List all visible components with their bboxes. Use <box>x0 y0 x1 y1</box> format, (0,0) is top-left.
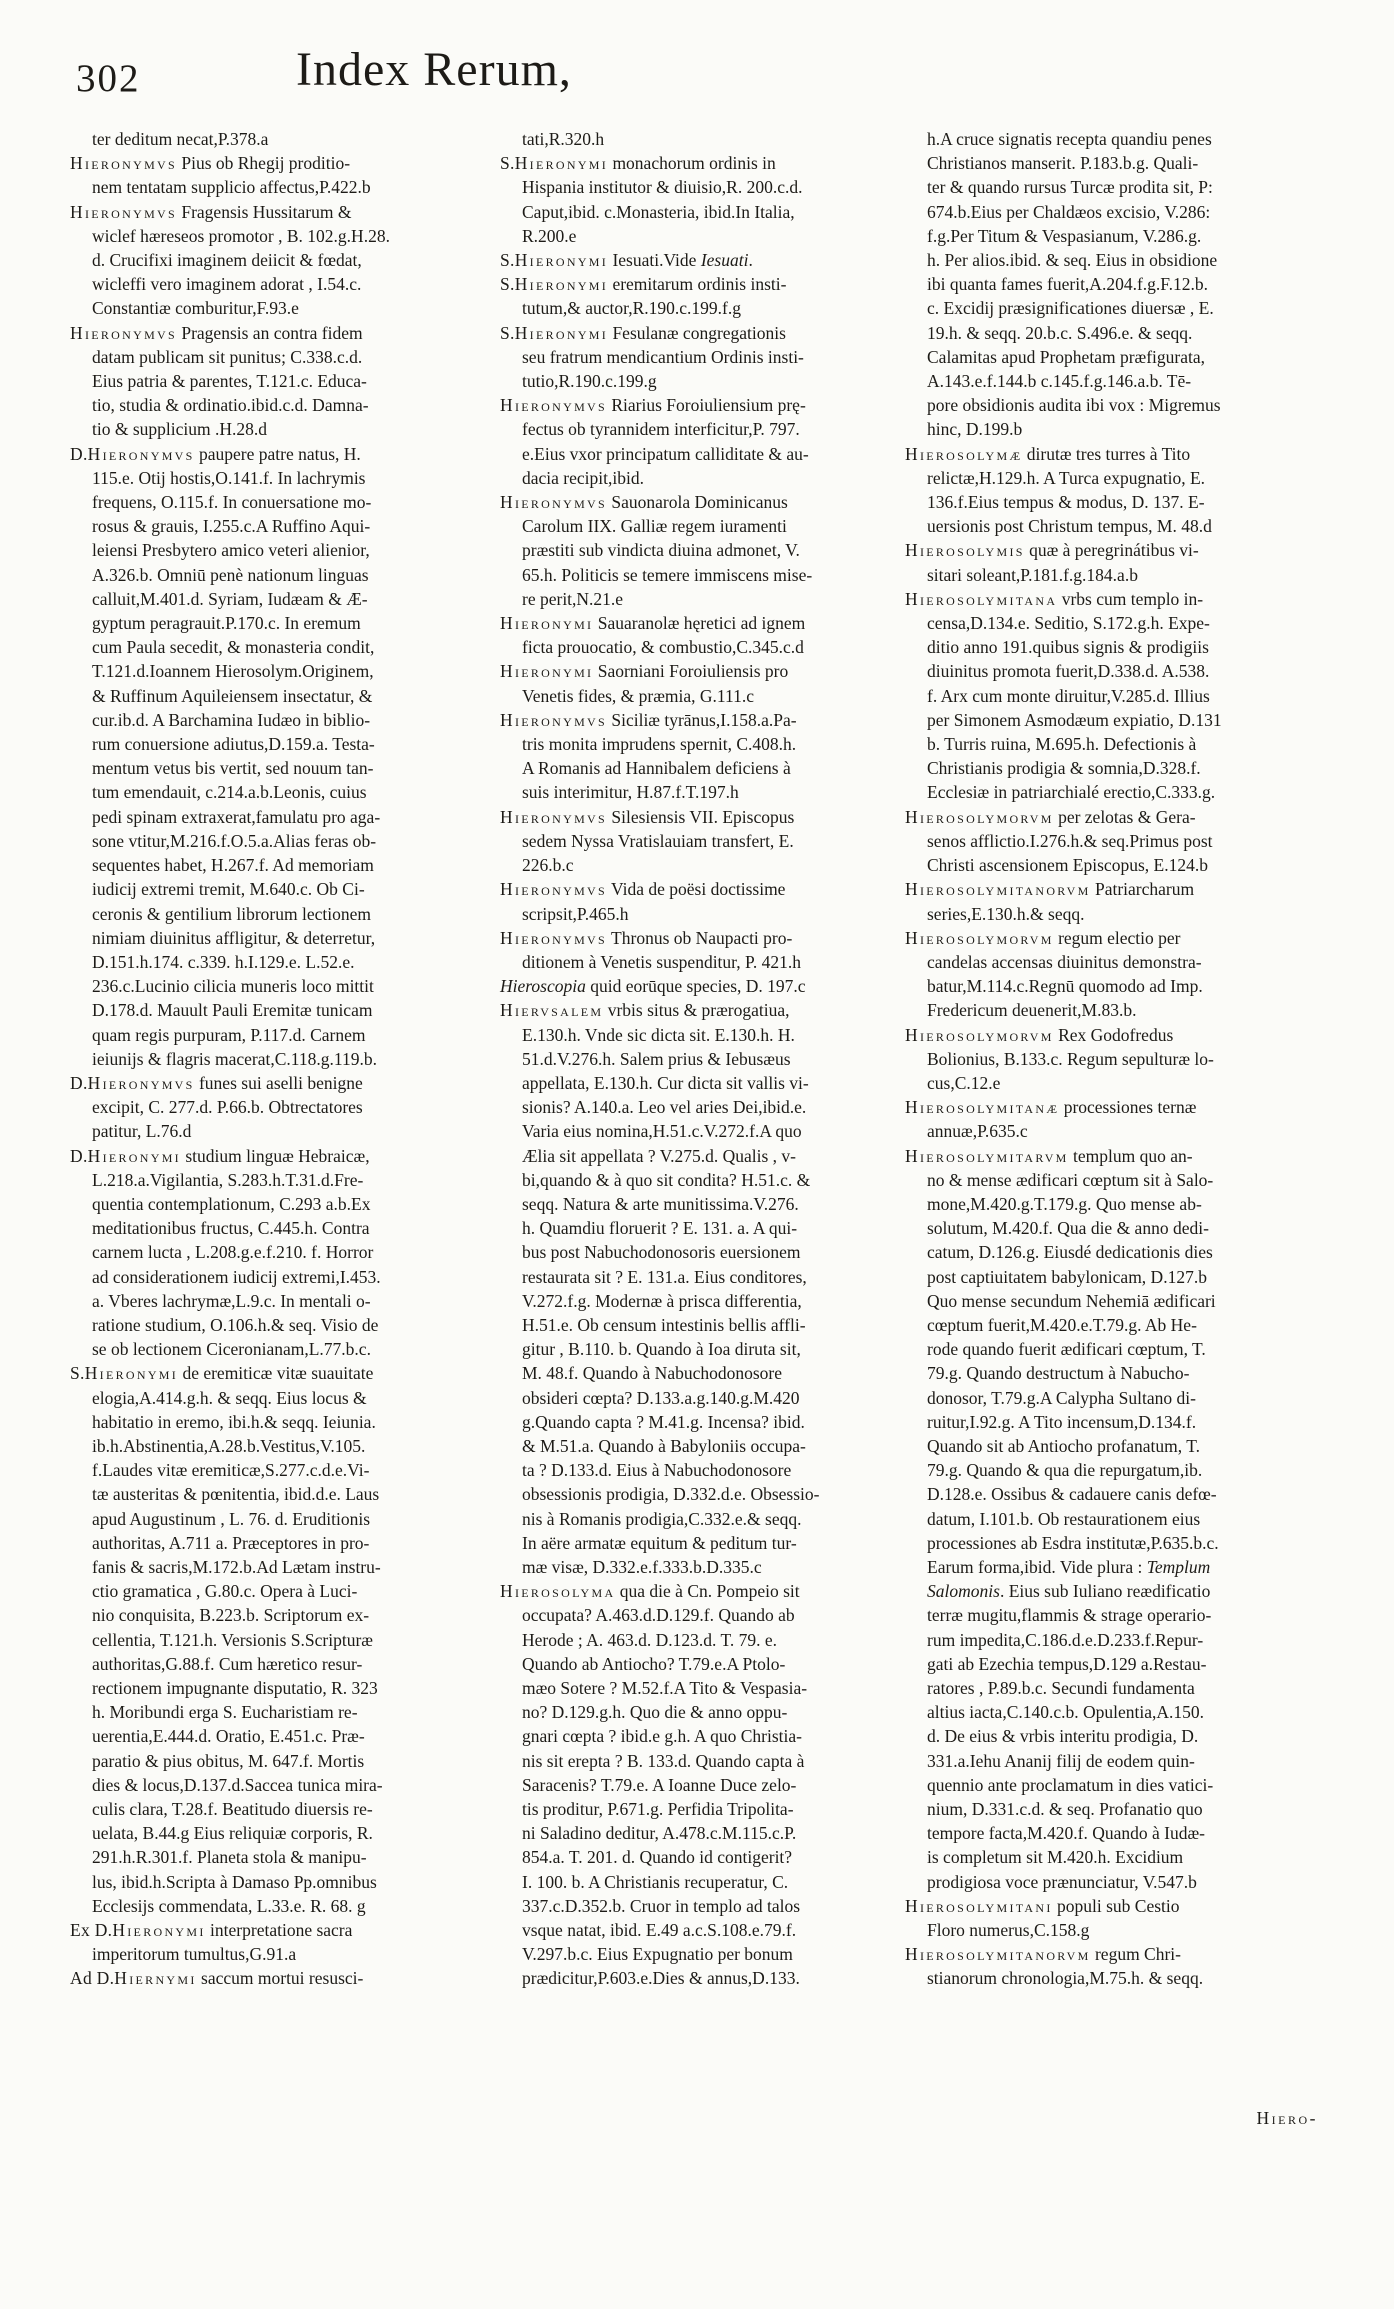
entry-headword: Hieronymi <box>112 1920 206 1941</box>
entry-headword: Hierosolyma <box>500 1581 616 1602</box>
entry-headword: Hierosolymitani <box>905 1895 1053 1916</box>
index-entry: S.Hieronymi Fesulanæ congregationis seu fratrum mendicantium Ordinis insti- tutio,R.190.c.199.g <box>500 322 804 392</box>
entry-headword: Hieronymi <box>514 153 609 174</box>
entry-prefix: D. <box>70 1145 88 1166</box>
entry-prefix: D. <box>70 443 88 464</box>
index-entry: Hiervsalem vrbis situs & prærogatiua, E.130.h. Vnde sic dicta sit. E.130.h. H. 51.d.V.276.h. Salem prius & Iebusæus appellata, E.130.h. Cur dicta sit vallis vi- sionis? A.140.a. Leo vel aries Dei,ibid.e. Varia eius nomina,H.51.c.V.272.f.A quo Ælia sit appellata ? V.275.d. Qualis , v- bi,quando & à quo sit condita? H.51.c. & seqq. Natura & arte munitissima.V.276. h. Quamdiu floruerit ? E. 131. a. A qui- bus post Nabuchodonosoris euersionem restaurata sit ? E. 131.a. Eius conditores, V.272.f.g. Modernæ à prisca differentia, H.51.e. Ob censum intestinis bellis affli- gitur , B.110. b. Quando à Ioa diruta sit, M. 48.f. Quando à Nabuchodonosore obsideri cœpta? D.133.a.g.140.g.M.420 g.Quando capta ? M.41.g. Incensa? ibid. & M.51.a. Quando à Babyloniis occupa- ta ? D.133.d. Eius à Nabuchodonosore obsessionis prodigia, D.332.d.e. Obsessio- nis à Romanis prodigia,C.332.e.& seqq. In aëre armatæ equitum & peditum tur- mæ visæ, D.332.e.f.333.b.D.335.c <box>500 1000 820 1577</box>
entry-prefix: S. <box>70 1363 85 1384</box>
index-entry: Hieronymi Saorniani Foroiuliensis pro Venetis fides, & præmia, G.111.c <box>500 661 789 706</box>
entry-prefix: S. <box>500 322 515 343</box>
entry-headword: Hieronymvs <box>500 395 607 416</box>
entry-headword: Hieronymvs <box>70 153 177 174</box>
entry-headword: Hierosolymitanæ <box>905 1097 1060 1118</box>
entry-headword: Hierosolymorvm <box>905 806 1054 827</box>
entry-headword: Hieronymi <box>500 661 594 682</box>
index-entry: S.Hieronymi eremitarum ordinis insti- tutum,& auctor,R.190.c.199.f.g <box>500 274 787 319</box>
entry-headword: Hieronymvs <box>70 201 177 222</box>
entry-headword: Hieronymvs <box>87 1072 195 1093</box>
entry-headword: Hierosolymitana <box>905 588 1058 609</box>
index-entry: Hierosolyma qua die à Cn. Pompeio sit occupata? A.463.d.D.129.f. Quando ab Herode ; A. 463.d. D.123.d. T. 79. e. Quando ab Antiocho? T.79.e.A Ptolo- mæo Sotere ? M.52.f.A Tito & Vespasia- no? D.129.g.h. Quo die & anno oppu- gnari cœpta ? ibid.e g.h. A quo Christia- nis sit erepta ? B. 133.d. Quando capta à Saracenis? T.79.e. A Ioanne Duce zelo- tis proditur, P.671.g. Perfidia Tripolita- ni Saladino deditur, A.478.c.M.115.c.P. 854.a. T. 201. d. Quando id contigerit? I. 100. b. A Christianis recuperatur, C. 337.c.D.352.b. Cruor in templo ad talos vsque natat, ibid. E.49 a.c.S.108.e.79.f. V.297.b.c. Eius Expugnatio per bonum prædicitur,P.603.e.Dies & annus,D.133. <box>500 1581 808 1989</box>
entry-headword: Hieronymvs <box>500 709 607 730</box>
entry-headword: Hierosolymis <box>905 540 1025 561</box>
entry-prefix: Ad D. <box>70 1968 115 1989</box>
entry-headword: Hierosolymorvm <box>905 1024 1054 1045</box>
index-entry: Hierosolymorvm per zelotas & Gera- senos afflictio.I.276.h.& seq.Primus post Christi ascensionem Episcopus, E.124.b <box>905 806 1213 876</box>
index-entry: Hieronymi Sauaranolæ hęretici ad ignem ficta prouocatio, & combustio,C.345.c.d <box>500 613 806 658</box>
index-entry: Hieronymvs Pragensis an contra fidem datam publicam sit punitus; C.338.c.d. Eius patria & parentes, T.121.c. Educa- tio, studia & ordinatio.ibid.c.d. Damna- tio & supplicium .H.28.d <box>70 322 369 440</box>
index-entry: Ad D.Hiernymi saccum mortui resusci- <box>70 1968 364 1989</box>
index-entry: Hieronymvs Siciliæ tyrānus,I.158.a.Pa- tris monita imprudens spernit, C.408.h. A Romanis ad Hannibalem deficiens à suis interimitur, H.87.f.T.197.h <box>500 709 797 803</box>
index-entry: Hieronymvs Sauonarola Dominicanus Carolum IIX. Galliæ regem iuramenti præstiti sub vindicta diuina admonet, V. 65.h. Politicis se temere immiscens mise- re perit,N.21.e <box>500 492 813 609</box>
entry-headword: Hieronymi <box>514 322 609 343</box>
index-entry: Hieronymvs Silesiensis VII. Episcopus sedem Nyssa Vratislauiam transfert, E. 226.b.c <box>500 806 795 876</box>
entry-headword: Hieronymi <box>514 274 609 295</box>
entry-prefix: S. <box>500 250 515 271</box>
index-entry: Hieronymvs Pius ob Rhegij proditio- nem tentatam supplicio affectus,P.422.b <box>70 153 371 198</box>
entry-prefix: S. <box>500 274 515 295</box>
entry-headword: Hierosolymitarvm <box>905 1145 1069 1166</box>
catchword: Hiero- <box>1256 2108 1318 2128</box>
index-entry: Hierosolymitanorvm regum Chri- stianorum chronologia,M.75.h. & seqq. <box>905 1944 1204 1989</box>
index-entry: Hierosolymitanæ processiones ternæ annuæ,P.635.c <box>905 1097 1197 1142</box>
index-entry: Hieronymvs Fragensis Hussitarum & wiclef hæreseos promotor , B. 102.g.H.28. d. Crucifixi imaginem deiicit & fœdat, wicleffi vero imaginem adorat , I.54.c. Constantiæ comburitur,F.93.e <box>70 201 390 319</box>
index-entry: Hieronymvs Thronus ob Naupacti pro- ditionem à Venetis suspenditur, P. 421.h <box>500 927 801 972</box>
page-title: Index Rerum, <box>296 43 572 96</box>
entry-prefix: S. <box>500 153 515 174</box>
index-entry: Hierosolymitani populi sub Cestio Floro numerus,C.158.g <box>905 1895 1180 1941</box>
entry-headword: Hieronymvs <box>500 879 607 900</box>
entry-headword: Hiernymi <box>114 1968 197 1989</box>
entry-headword: Hierosolymæ <box>905 443 1023 464</box>
entry-headword: Hierosolymorvm <box>905 927 1054 948</box>
index-column-2 <box>500 127 908 1991</box>
entry-headword: Hieronymi <box>87 1145 181 1166</box>
index-entry: Hierosolymitanorvm Patriarcharum series,E.130.h.& seqq. <box>905 879 1195 924</box>
index-entry-continuation: tati,R.320.h <box>522 129 605 149</box>
entry-headword: Hierosolymitanorvm <box>905 1944 1091 1965</box>
index-entry: S.Hieronymi de eremiticæ vitæ suauitate elogia,A.414.g.h. & seqq. Eius locus & habitatio in eremo, ibi.h.& seqq. Ieiunia. ib.h.Abstinentia,A.28.b.Vestitus,V.105. f.Laudes vitæ eremiticæ,S.277.c.d.e.Vi- tæ austeritas & pœnitentia, ibid.d.e. Laus apud Augustinum , L. 76. d. Eruditionis authoritas, A.711 a. Præceptores in pro- fanis & sacris,M.172.b.Ad Lætam instru- ctio gramatica , G.80.c. Opera à Luci- nio conquisita, B.223.b. Scriptorum ex- cellentia, T.121.h. Versionis S.Scripturæ authoritas,G.88.f. Cum hæretico resur- rectionem impugnante disputatio, R. 323 h. Moribundi erga S. Eucharistiam re- uerentia,E.444.d. Oratio, E.451.c. Præ- paratio & pius obitus, M. 647.f. Mortis dies & locus,D.137.d.Saccea tunica mira- culis clara, T.28.f. Beatitudo diuersis re- uelata, B.44.g Eius reliquiæ corporis, R. 291.h.R.301.f. Planeta stola & manipu- lus, ibid.h.Scripta à Damaso Pp.omnibus Ecclesijs commendata, L.33.e. R. 68. g <box>70 1363 383 1916</box>
index-entry: D.Hieronymvs funes sui aselli benigne excipit, C. 277.d. P.66.b. Obtrectatores patitur, L.76.d <box>70 1072 363 1142</box>
index-entry-continuation: h.A cruce signatis recepta quandiu penes Christianos manserit. P.183.b.g. Quali- ter & quando rursus Turcæ prodita sit, P: 674.b.Eius per Chaldæos excisio, V.286: f.g.Per Titum & Vespasianum, V.286.g. h. Per alios.ibid. & seq. Eius in obsidione ibi quanta fames fuerit,A.204.f.g.F.12.b. c. Excidij præsignificationes diuersæ , E. 19.h. & seqq. 20.b.c. S.496.e. & seqq. Calamitas apud Prophetam præfigurata, A.143.e.f.144.b c.145.f.g.146.a.b. Tē- pore obsidionis audita ibi vox : Migremus hinc, D.199.b <box>927 129 1221 440</box>
entry-headword: Hieronymi <box>514 250 609 271</box>
index-entry: S.Hieronymi monachorum ordinis in Hispania institutor & diuisio,R. 200.c.d. Caput,ibid. c.Monasteria, ibid.In Italia, R.200.e <box>500 153 803 246</box>
index-entry-continuation: ter deditum necat,P.378.a <box>92 129 269 149</box>
index-entry: Hierosolymitarvm templum quo an- no & mense ædificari cœptum sit à Salo- mone,M.420.g.T.179.g. Quo mense ab- solutum, M.420.f. Qua die & anno dedi- catum, D.126.g. Eiusdé dedicationis dies post captiuitatem babylonicam, D.127.b Quo mense secundum Nehemiā ædificari cœptum fuerit,M.420.e.T.79.g. Ab He- rode quando fuerit ædificari cœptum, T. 79.g. Quando destructum à Nabucho- donosor, T.79.g.A Calypha Sultano di- ruitur,I.92.g. A Tito incensum,D.134.f. Quando sit ab Antiocho profanatum, T. 79.g. Quando & qua die repurgatum,ib. D.128.e. Ossibus & cadauere canis defœ- datum, I.101.b. Ob restaurationem eius processiones ab Esdra institutæ,P.635.b.c. Earum forma,ibid. Vide plura : Templum Salomonis. Eius sub Iuliano reædificatio terræ mugitu,flammis & strage operario- rum impedita,C.186.d.e.D.233.f.Repur- gati ab Ezechia tempus,D.129 a.Restau- ratores , P.89.b.c. Secundi fundamenta altius iacta,C.140.c.b. Opulentia,A.150. d. De eius & vrbis interitu prodigia, D. 331.a.Iehu Ananij filij de eodem quin- quennio ante proclamatum in dies vatici- nium, D.331.c.d. & seq. Profanatio quo tempore facta,M.420.f. Quando à Iudæ- is completum sit M.420.h. Excidium prodigiosa voce prænunciatur, V.547.b <box>905 1145 1219 1892</box>
index-column-3 <box>905 127 1355 1991</box>
index-entry: Hierosolymorvm regum electio per candelas accensas diuinitus demonstra- batur,M.114.c.Regnū quomodo ad Imp. Fredericum deuenerit,M.83.b. <box>905 927 1203 1021</box>
entry-headword: Hieronymi <box>84 1363 179 1384</box>
entry-prefix: Ex D. <box>70 1920 113 1941</box>
entry-headword: Hieronymi <box>500 613 594 634</box>
entry-headword: Hieronymvs <box>500 492 607 513</box>
index-entry: Hieronymvs Riarius Foroiuliensium prę- fectus ob tyrannidem interficitur,P. 797. e.Eius vxor principatum calliditate & au- dacia recipit,ibid. <box>500 395 809 488</box>
entry-headword: Hieronymvs <box>70 322 177 343</box>
index-entry: Hieronymvs Vida de poësi doctissime scripsit,P.465.h <box>500 879 786 924</box>
index-entry: Hierosolymæ dirutæ tres turres à Tito relictæ,H.129.h. A Turca expugnatio, E. 136.f.Eius tempus & modus, D. 137. E- uersionis post Christum tempus, M. 48.d <box>905 443 1212 537</box>
index-entry: Hierosolymis quæ à peregrinátibus vi- sitari soleant,P.181.f.g.184.a.b <box>905 540 1199 585</box>
entry-prefix: D. <box>70 1072 88 1093</box>
index-entry: D.Hieronymvs paupere patre natus, H. 115.e. Otij hostis,O.141.f. In lachrymis frequens, O.115.f. In conuersatione mo- rosus & grauis, I.255.c.A Ruffino Aqui- leiensi Presbytero amico veteri alienior, A.326.b. Omniū penè nationum linguas calluit,M.401.d. Syriam, Iudæam & Æ- gyptum peragrauit.P.170.c. In eremum cum Paula secedit, & monasteria condit, T.121.d.Ioannem Hierosolym.Originem, & Ruffinum Aquileiensem insectatur, & cur.ib.d. A Barchamina Iudæo in biblio- rum conuersione adiutus,D.159.a. Testa- mentum vetus bis vertit, sed nouum tan- tum emendauit, c.214.a.b.Leonis, cuius pedi spinam extraxerat,famulatu pro aga- sone vtitur,M.216.f.O.5.a.Alias feras ob- sequentes habet, H.267.f. Ad memoriam iudicij extremi tremit, M.640.c. Ob Ci- ceronis & gentilium librorum lectionem nimiam diuinitus affligitur, & deterretur, D.151.h.174. c.339. h.I.129.e. L.52.e. 236.c.Lucinio cilicia muneris loco mittit D.178.d. Mauult Pauli Eremitæ tunicam quam regis purpuram, P.117.d. Carnem ieiunijs & flagris macerat,C.118.g.119.b. <box>70 443 381 1069</box>
index-entry: S.Hieronymi Iesuati.Vide Iesuati. <box>500 250 753 271</box>
entry-headword: Hiervsalem <box>500 1000 604 1021</box>
entry-headword: Hieronymvs <box>500 927 607 948</box>
entry-headword: Hierosolymitanorvm <box>905 879 1091 900</box>
index-entry: D.Hieronymi studium linguæ Hebraicæ, L.218.a.Vigilantia, S.283.h.T.31.d.Fre- quentia contemplationum, C.293 a.b.Ex meditationibus fructus, C.445.h. Contra carnem lucta , L.208.g.e.f.210. f. Horror ad considerationem iudicij extremi,I.453. a. Vberes lachrymæ,L.9.c. In mentali o- ratione studium, O.106.h.& seq. Visio de se ob lectionem Ciceronianam,L.77.b.c. <box>70 1145 381 1360</box>
entry-headword: Hieronymvs <box>87 443 195 464</box>
index-column-1 <box>70 127 472 1991</box>
page-number: 302 <box>76 57 141 100</box>
index-entry: Ex D.Hieronymi interpretatione sacra imperitorum tumultus,G.91.a <box>70 1920 353 1965</box>
index-entry: Hierosolymorvm Rex Godofredus Bolionius, B.133.c. Regum sepulturæ lo- cus,C.12.e <box>905 1024 1214 1093</box>
entry-headword: Hieronymvs <box>500 806 607 827</box>
index-entry: Hierosolymitana vrbs cum templo in- censa,D.134.e. Seditio, S.172.g.h. Expe- ditio anno 191.quibus signis & prodigiis diuinitus promota fuerit,D.338.d. A.538. f. Arx cum monte diruitur,V.285.d. Illius per Simonem Asmodæum expiatio, D.131 b. Turris ruina, M.695.h. Defectionis à Christianis prodigia & somnia,D.328.f. Ecclesiæ in patriarchialé erectio,C.333.g. <box>905 588 1222 803</box>
index-entry: Hieroscopia quid eorūque species, D. 197.c <box>500 976 806 997</box>
